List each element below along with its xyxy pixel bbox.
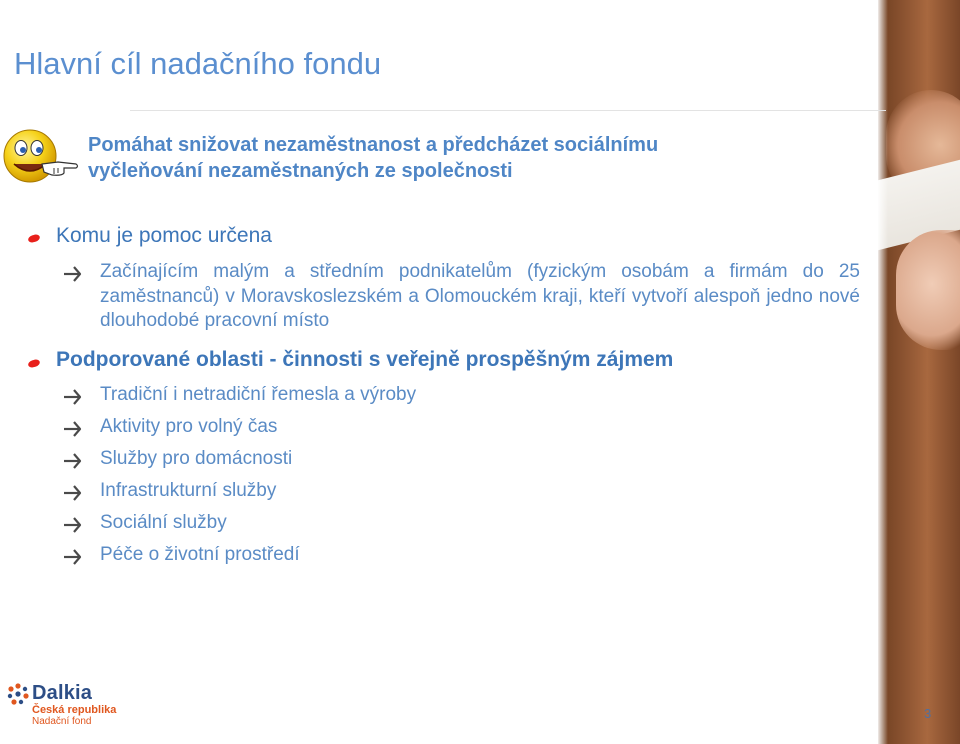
hand-photo bbox=[878, 0, 960, 744]
section-bullet-icon bbox=[27, 233, 41, 243]
slide-title: Hlavní cíl nadačního fondu bbox=[14, 46, 382, 81]
arrow-bullet-icon bbox=[62, 415, 84, 439]
title-divider bbox=[130, 110, 886, 111]
logo-subtitle: Česká republika bbox=[32, 704, 117, 716]
section-bullet-icon bbox=[27, 358, 41, 368]
arrow-bullet-icon bbox=[62, 479, 84, 503]
section-heading-target: Komu je pomoc určena bbox=[56, 224, 272, 247]
intro-text bbox=[88, 132, 868, 184]
arrow-bullet-icon bbox=[62, 383, 84, 407]
logo-name: Dalkia bbox=[32, 682, 93, 704]
arrow-bullet-icon bbox=[62, 260, 84, 284]
list-item-text: Péče o životní prostředí bbox=[100, 544, 300, 565]
arrow-bullet-icon bbox=[62, 447, 84, 471]
list-item-text: Sociální služby bbox=[100, 512, 227, 533]
list-item-text: Začínajícím malým a středním podnikatelům (fyzickým osobám a firmám do 25 zaměstnanců) v Moravskoslezském a Olomouckém kraji, kteří vytvoří alespoň jedno nové dlouhodobé pracovní místo bbox=[100, 261, 860, 331]
arrow-bullet-icon bbox=[62, 511, 84, 535]
list-item-text: Tradiční i netradiční řemesla a výroby bbox=[100, 384, 417, 405]
section-heading-areas: Podporované oblasti - činnosti s veřejně prospěšným zájmem bbox=[56, 348, 674, 371]
pointing-smiley-icon bbox=[2, 128, 80, 188]
page-number: 3 bbox=[924, 706, 932, 721]
list-item-text: Aktivity pro volný čas bbox=[100, 416, 278, 437]
intro-line-2: vyčleňování nezaměstnaných ze společnosti bbox=[88, 160, 513, 182]
intro-line-1: Pomáhat snižovat nezaměstnanost a předcházet sociálnímu bbox=[88, 134, 659, 156]
list-item-text: Infrastrukturní služby bbox=[100, 480, 277, 501]
list-item-text: Služby pro domácnosti bbox=[100, 448, 293, 469]
logo-subtitle-2: Nadační fond bbox=[32, 716, 92, 727]
arrow-bullet-icon bbox=[62, 543, 84, 567]
